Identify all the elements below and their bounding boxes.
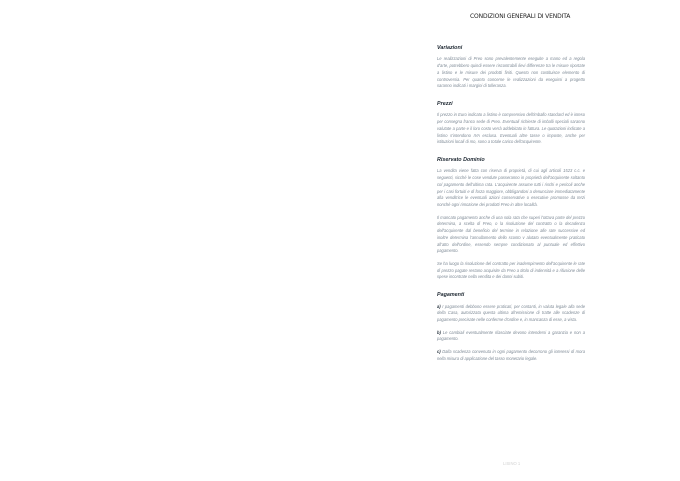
pagamenti-text-b: Le cambiali eventualmente rilasciate devono intendersi a garanzia e non a pagamento. xyxy=(437,329,586,342)
pagamenti-item-c xyxy=(437,349,585,362)
riservato-paragraph-3: Se ha luogo la risoluzione del contratto per inadempimento dell'acquirente le rate di prezzo pagate restano acquisite da Preo a titolo di indennità e a rifusione delle spese incontrate nella vendita e dei danni subiti. xyxy=(437,260,585,280)
pagamenti-item-a xyxy=(437,304,585,324)
pagamenti-item-b xyxy=(437,330,585,343)
variazioni-paragraph: Le realizzazioni di Preo sono prevalentemente eseguite a mano ed a regola d'arte, potrebbero quindi essere riscontrabili lievi differenze tra le misure riportate a listino e le misure dei prodotti finiti. Questo non costituisce elemento di controversia. Per quanto concerne le realizzazioni da eseguirsi a progetto saranno indicati i margini di tolleranza. xyxy=(437,56,585,89)
section-title-riservato-dominio: Riservato Dominio xyxy=(437,157,485,163)
section-title-prezzi: Prezzi xyxy=(437,101,453,107)
riservato-paragraph-1: La vendita viene fatta con riserva di proprietà, di cui agli articoli 1523 c.c. e seguenti, sicché le cose vendute passeranno in proprietà dell'acquirente soltanto col pagamento dell'ultima rata. L'acquirente assume tutti i rischi e pericoli anche per i casi fortuiti e di forza maggiore, obbligandosi a denunciare immediatamente alla venditrice le eventuali azioni conservative o esecutive promosse da terzi nonché ogni rimozione dei prodotti Preo in altre località. xyxy=(437,168,585,207)
pagamenti-marker-c: c) xyxy=(437,349,441,355)
section-title-variazioni: Variazioni xyxy=(437,45,463,51)
riservato-paragraph-2: Il mancato pagamento anche di una sola rata che superi l'ottava parte del prezzo determina, a scelta di Preo, o la risoluzione del contratto o la decadenza dell'acquirente dal beneficio del termine in relazione alle rate successive ed inoltre determina l'annullamento dello sconto v alutato eventualmente praticato all'atto dell'ordine, essendo sempre condizionato al puntuale ed effettivo pagamento. xyxy=(437,214,585,254)
page-header-title: CONDIZIONI GENERALI DI VENDITA xyxy=(470,13,571,20)
page-number: LISINO 1 xyxy=(503,461,521,466)
conditions-content xyxy=(437,45,585,368)
pagamenti-text-c: Dalla scadenza convenuta in ogni pagamento decorrono gli interessi di mora nella misura di applicazione del tasso monetario legale. xyxy=(437,349,585,361)
pagamenti-marker-b: b) xyxy=(437,329,441,335)
prezzi-paragraph: Il prezzo in Euro indicato a listino è comprensivo dell'imballo standard ed è inteso per consegna franco sede di Preo. Eventuali richieste di imballi speciali saranno valutate a parte e il loro costo verrà addebitato in fattura. Le quotazioni indicate a listino s'intendono IVA esclusa. Eventuali altre tasse o imposte, anche per istituzioni locali di mo, sono a totale carico dell'acquirente. xyxy=(437,112,585,145)
section-title-pagamenti: Pagamenti xyxy=(437,292,465,299)
pagamenti-text-a: I pagamenti debbono essere praticati, per contanti, in valuta legale alla sede della Casa, autorizzata questa ultima all'emissione di tratte alle scadenze di pagamento precisate nelle conferme d'ordine e, in mancanza di esse, a vista. xyxy=(437,303,585,322)
pagamenti-marker-a: a) xyxy=(437,303,441,309)
